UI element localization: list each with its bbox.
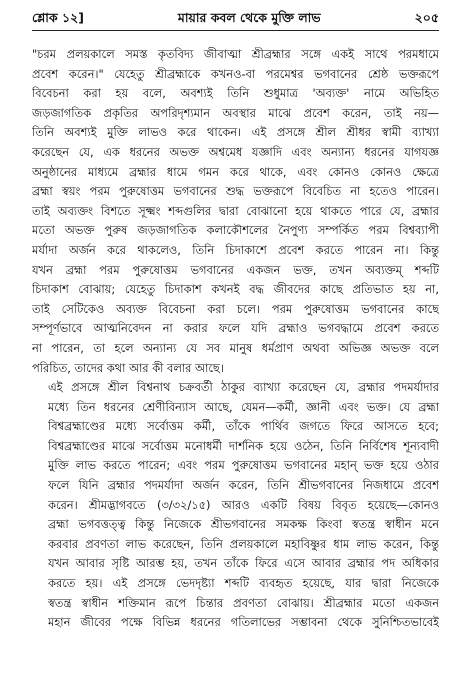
header-divider bbox=[32, 30, 439, 31]
text-line: মহান জীবের পক্ষে বিভিন্ন ধরনের গতিলাভের সম্ভাবনা থেকে সুনিশ্চিতভাবেই bbox=[48, 615, 439, 630]
paragraph bbox=[32, 378, 439, 633]
text-line: প্রবেশ করেন।" যেহেতু শ্রীব্রহ্মাকে কখনও-বা পরমেশ্বর ভগবানের শ্রেষ্ঠ ভক্তরূপে bbox=[32, 66, 439, 81]
text-line: ফলে যিনি ব্রহ্মার পদমর্যাদা অর্জন করেন, তিনি শ্রীভগবানের নিজধামে প্রবেশ bbox=[48, 478, 439, 493]
text-line: মধ্যে তিন ধরনের শ্রেণীবিন্যাস আছে, যেমন—কর্মী, জ্ঞানী এবং ভক্ত। যে ব্রহ্মা bbox=[48, 399, 439, 414]
text-line: ব্রহ্মা স্বয়ং পরম পুরুষোত্তম ভগবানের শুদ্ধ ভক্তরূপে বিবেচিত না হতেও পারেন। bbox=[32, 184, 439, 199]
text-line: "চরম প্রলয়কালে সমস্ত কৃতবিদ্য জীবাত্মা শ্রীব্রহ্মার সঙ্গে একই সাথে পরমধামে bbox=[32, 47, 439, 61]
text-line: না পারেন, তা হলে অন্যান্য যে সব মানুষ ধর্মপ্রাণ অথবা অভিজ্ঞ অভক্ত বলে bbox=[32, 340, 439, 355]
text-line: মুক্তি লাভ করতে পারেন; এবং পরম পুরুষোত্তম ভগবানের মহান্ ভক্ত হয়ে ওঠার bbox=[48, 458, 439, 473]
text-line: ব্রহ্মা ভগবত্তত্ত্ব কিন্তু নিজেকে শ্রীভগবানের সমকক্ষ কিংবা স্বতন্ত্র স্বাধীন মনে bbox=[48, 517, 439, 532]
text-line: করবার প্রবণতা লাভ করেছেন, তিনি প্রলয়কালে মহাবিষ্ণুর ধাম লাভ করেন, কিন্তু bbox=[48, 536, 439, 551]
page-body bbox=[32, 45, 439, 633]
text-line: করেছেন যে, এক ধরনের অভক্ত অশ্বমেধ যজ্ঞাদি এবং অন্যান্য ধরনের যাগযজ্ঞ bbox=[32, 144, 439, 159]
page-header bbox=[32, 10, 439, 28]
text-line: তিনি অবশ্যই মুক্তি লাভও করে থাকেন। এই প্রসঙ্গে শ্রীল শ্রীধর স্বামী ব্যাখ্যা bbox=[32, 125, 439, 140]
text-line: বিবেচনা করা হয় বলে, অবশ্যই তিনি শুধুমাত্র 'অব্যক্ত' নামে অভিহিত bbox=[32, 86, 439, 101]
chapter-title: মায়ার কবল থেকে মুক্তি লাভ bbox=[177, 10, 321, 25]
page-number: ২০৫ bbox=[414, 10, 439, 25]
verse-reference: শ্লোক ১২] bbox=[32, 10, 84, 25]
paragraph bbox=[32, 45, 439, 378]
text-line: মতো অভক্ত পুরুষ জড়জাগতিক কলাকৌশলের নৈপুণ্য সম্পর্কিত পরম বিশ্বব্যাপী bbox=[32, 223, 439, 238]
text-line: বিশ্বব্রহ্মাণ্ডের মধ্যে সর্বোত্তম কর্মী, তাঁকে পার্থিব জগতে ফিরে আসতে হবে; bbox=[48, 419, 439, 434]
text-line: তাই সেটিকেও অব্যক্ত বিবেচনা করা চলে। পরম পুরুষোত্তম ভগবানের কাছে bbox=[32, 301, 439, 316]
text-line: করতে হয়। এই প্রসঙ্গে ভেদদৃষ্ট্যা শব্দটি ব্যবহৃত হয়েছে, যার দ্বারা নিজেকে bbox=[48, 576, 439, 591]
text-line: বিশ্বব্রহ্মাণ্ডের মাঝে সর্বোত্তম মনোধর্মী দার্শনিক হয়ে ওঠেন, তিনি নির্বিশেষ শূন্যবাদী bbox=[48, 438, 439, 453]
text-line: যখন আবার সৃষ্টি আরম্ভ হয়, তখন তাঁকে ফিরে এসে আবার ব্রহ্মার পদ অধিকার bbox=[48, 556, 439, 571]
text-line: অনুষ্ঠানের মাধ্যমে ব্রহ্মার ধামে গমন করে থাকে, এবং কোনও কোনও ক্ষেত্রে bbox=[32, 164, 439, 179]
text-line: করেন। শ্রীমদ্ভাগবতে (৩/৩২/১৫) আরও একটি বিষয় বিবৃত হয়েছে—কোনও bbox=[48, 497, 439, 512]
text-line: স্বতন্ত্র স্বাধীন শক্তিমান রূপে চিন্তার প্রবণতা বোঝায়। শ্রীব্রহ্মার মতো একজন bbox=[48, 595, 439, 610]
text-line: মর্যাদা অর্জন করে থাকলেও, তিনি চিদাকাশে প্রবেশ করতে পারেন না। কিন্তু bbox=[32, 242, 439, 257]
text-line: যখন ব্রহ্মা পরম পুরুষোত্তম ভগবানের একজন ভক্ত, তখন অব্যক্তম্ শব্দটি bbox=[32, 262, 439, 277]
text-line: তাই অব্যক্তং বিশতে সূক্ষ্মং শব্দগুলির দ্বারা বোঝানো হয়ে থাকতে পারে যে, ব্রহ্মার bbox=[32, 203, 439, 218]
text-line: পরিচিত, তাদের কথা আর কী বলার আছে। bbox=[32, 360, 224, 375]
text-line: সম্পূর্ণভাবে আত্মনিবেদন না করার ফলে যদি ব্রহ্মাও ভগবদ্ধামে প্রবেশ করতে bbox=[32, 321, 439, 336]
text-line: জড়জাগতিক প্রকৃতির অপরিদৃশ্যমান অবস্থার মাঝে প্রবেশ করেন, তাই নয়— bbox=[32, 105, 439, 120]
text-line: চিদাকাশ বোঝায়; যেহেতু চিদাকাশ কখনই বদ্ধ জীবদের কাছে প্রতিভাত হয় না, bbox=[32, 282, 439, 297]
text-line: এই প্রসঙ্গে শ্রীল বিশ্বনাথ চক্রবর্তী ঠাকুর ব্যাখ্যা করেছেন যে, ব্রহ্মার পদমর্যাদার bbox=[48, 380, 439, 395]
